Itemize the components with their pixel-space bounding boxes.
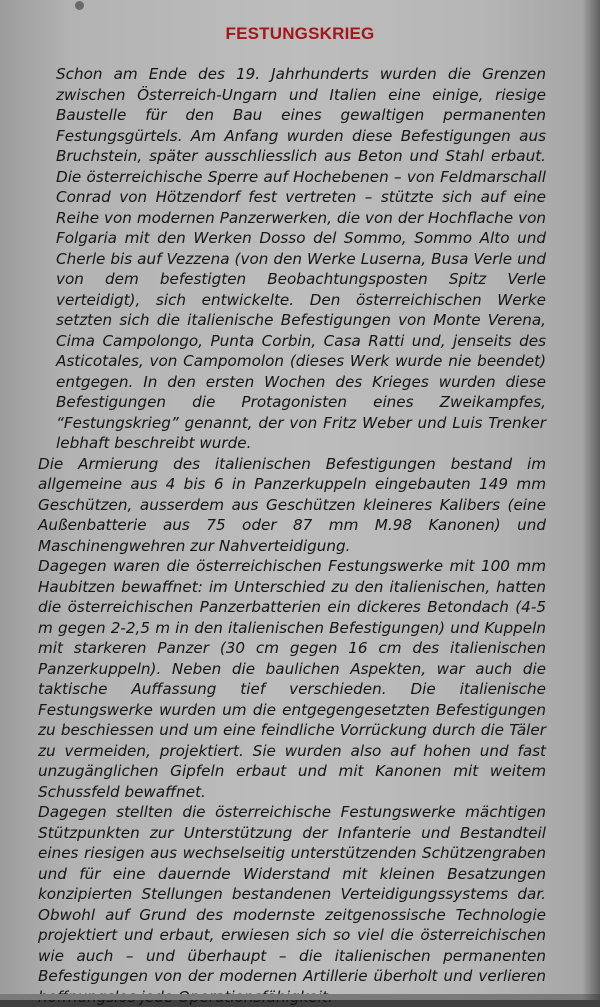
paragraph-intro: Schon am Ende des 19. Jahrhunderts wurden die Grenzen zwischen Österreich-Ungarn und Italien eine einige, riesige Baustelle für den Bau eines gewaltigen permanenten Festungsgürtels. Am Anfang wurden diese Befestigungen aus Bruchstein, später ausschliesslich aus Beton und Stahl erbaut. Die österreichische Sperre auf Hochebenen – von Feldmarschall Conrad von Hötzendorf fest vertreten – stützte sich auf eine Reihe von modernen Panzerwerken, die von der Hochflache von Folgaria mit den Werken Dosso del Sommo, Sommo Alto und Cherle bis auf Vezzena (von den Werke Luserna, Busa Verle und von dem befestigten Beobachtungsposten Spitz Verle verteidigt), sich entwickelte. Den österreichischen Werke setzten sich die italienische Befestigungen von Monte Verena, Cima Campolongo, Punta Corbin, Casa Ratti und, jenseits des Asticotales, von Campomolon (dieses Werk wurde nie beendet) entgegen. In den ersten Wochen des Krieges wurden diese Befestigungen die Protagonisten eines Zweikampfes, “Festungskrieg” genannt, der von Fritz Weber und Luis Trenker lebhaft beschreibt wurde.	[56, 65, 546, 452]
article-body	[38, 64, 546, 1007]
paragraph-conclusion: Dagegen stellten die österreichische Festungswerke mächtigen Stützpunkten zur Unterstützung der Infanterie und Bestandteil eines riesigen aus wechselseitig unterstützenden Schützengraben und für eine dauernde Widerstand mit kleinen Besatzungen konzipierten Stellungen bestandenen Verteidigungssystems dar. Obwohl auf Grund des modernste zeitgenossische Technologie projektiert und erbaut, erwiesen sich so viel die österreichischen wie auch – und überhaupt – die italienischen permanenten Befestigungen von der modernen Artillerie überholt und verlieren	[38, 803, 546, 985]
board-bottom-edge	[0, 994, 600, 1000]
paragraph-comparison: Dagegen waren die österreichischen Festungswerke mit 100 mm Haubitzen bewaffnet: im Unterschied zu den italienischen, hatten die österreichischen Panzerbatterien ein dickeres Betondach (4-5 m gegen 2-2,5 m in den italienischen Befestigungen) und Kuppeln mit starkeren Panzer (30 cm gegen 16 cm des italienischen Panzerkuppeln). Neben die baulichen Aspekten, war auch die taktische Auffassung tief verschieden. Die italienische Festungswerke wurden um die entgegengesetzten Befestigungen zu beschiessen und um eine feindliche Vorrückung durch die Täler zu vermeiden, projektiert. Sie wurden also auf hohen und fast unzugänglichen Gipfeln erbaut und mit Kanonen mit weitem Schussfeld bewaffnet.	[38, 557, 546, 801]
page-title: FESTUNGSKRIEG	[225, 24, 375, 43]
paragraph-armament: Die Armierung des italienischen Befestigungen bestand im allgemeine aus 4 bis 6 in Panzerkuppeln eingebauten 149 mm Geschützen, ausserdem aus Geschützen kleineres Kalibers (eine Außenbatterie aus 75 oder 87 mm M.98 Kanonen) und Maschinengwehren zur Nahverteidigung.	[38, 454, 546, 555]
pin-icon	[75, 1, 84, 10]
